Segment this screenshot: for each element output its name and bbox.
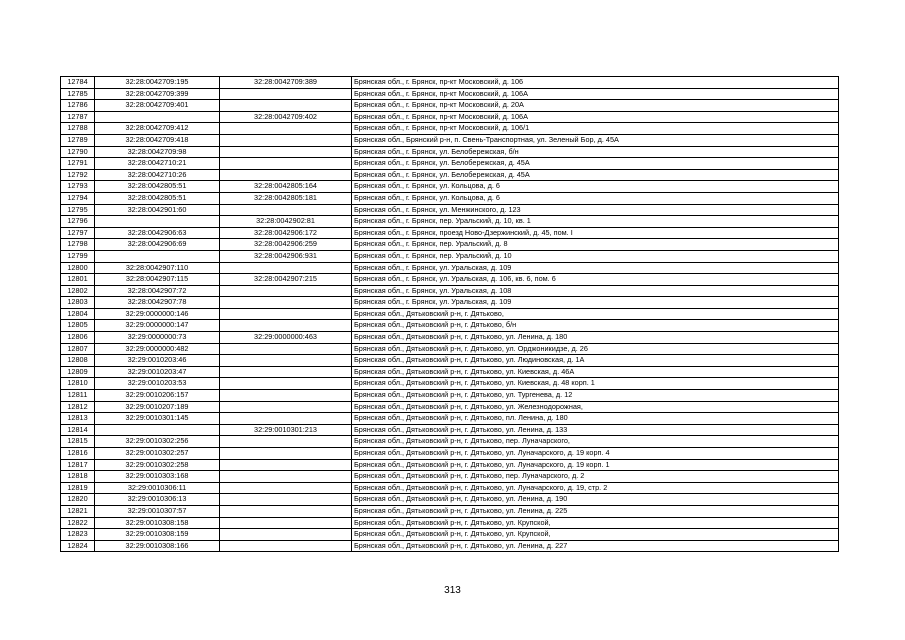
cadastral-number-cell: 32:29:0010203:46	[95, 355, 220, 367]
table-row	[61, 378, 839, 390]
related-cadastral-number-cell	[220, 100, 352, 112]
table-row	[61, 401, 839, 413]
related-cadastral-number-cell	[220, 343, 352, 355]
cadastral-number-cell: 32:28:0042805:51	[95, 181, 220, 193]
address-cell: Брянская обл., Дятьковский р-н, г. Дятьково, ул. Ленина, д. 180	[352, 332, 839, 344]
address-cell: Брянская обл., Дятьковский р-н, г. Дятьково, ул. Ленина, д. 133	[352, 424, 839, 436]
address-cell: Брянская обл., Дятьковский р-н, г. Дятьково, ул. Луначарского, д. 19 корп. 4	[352, 448, 839, 460]
related-cadastral-number-cell	[220, 88, 352, 100]
cadastral-number-cell: 32:28:0042709:418	[95, 134, 220, 146]
related-cadastral-number-cell: 32:28:0042709:402	[220, 111, 352, 123]
table-row	[61, 250, 839, 262]
row-number-cell: 12787	[61, 111, 95, 123]
address-cell: Брянская обл., Дятьковский р-н, г. Дятьково, ул. Ленина, д. 227	[352, 540, 839, 552]
address-cell: Брянская обл., г. Брянск, ул. Уральская, д. 108	[352, 285, 839, 297]
related-cadastral-number-cell	[220, 169, 352, 181]
page-number: 313	[444, 585, 461, 596]
cadastral-number-cell: 32:29:0010302:258	[95, 459, 220, 471]
row-number-cell: 12807	[61, 343, 95, 355]
address-cell: Брянская обл., Дятьковский р-н, г. Дятьково, ул. Крупской,	[352, 529, 839, 541]
row-number-cell: 12788	[61, 123, 95, 135]
table-row	[61, 123, 839, 135]
row-number-cell: 12802	[61, 285, 95, 297]
related-cadastral-number-cell	[220, 204, 352, 216]
cadastral-number-cell: 32:28:0042709:412	[95, 123, 220, 135]
table-row	[61, 448, 839, 460]
related-cadastral-number-cell: 32:28:0042902:81	[220, 216, 352, 228]
cadastral-number-cell: 32:29:0010306:13	[95, 494, 220, 506]
cadastral-number-cell	[95, 111, 220, 123]
related-cadastral-number-cell: 32:28:0042906:931	[220, 250, 352, 262]
property-registry-table	[60, 76, 839, 552]
row-number-cell: 12795	[61, 204, 95, 216]
table-row	[61, 274, 839, 286]
cadastral-number-cell: 32:28:0042906:63	[95, 227, 220, 239]
cadastral-number-cell: 32:28:0042709:399	[95, 88, 220, 100]
address-cell: Брянская обл., г. Брянск, пр-кт Московский, д. 106	[352, 77, 839, 89]
address-cell: Брянская обл., Дятьковский р-н, г. Дятьково, ул. Тургенева, д. 12	[352, 390, 839, 402]
cadastral-number-cell: 32:29:0000000:147	[95, 320, 220, 332]
table-row	[61, 192, 839, 204]
row-number-cell: 12791	[61, 158, 95, 170]
row-number-cell: 12789	[61, 134, 95, 146]
row-number-cell: 12811	[61, 390, 95, 402]
related-cadastral-number-cell: 32:28:0042805:164	[220, 181, 352, 193]
related-cadastral-number-cell	[220, 413, 352, 425]
address-cell: Брянская обл., г. Брянск, ул. Уральская, д. 109	[352, 297, 839, 309]
table-row	[61, 111, 839, 123]
table-row	[61, 424, 839, 436]
row-number-cell: 12804	[61, 308, 95, 320]
row-number-cell: 12816	[61, 448, 95, 460]
cadastral-number-cell: 32:28:0042906:69	[95, 239, 220, 251]
address-cell: Брянская обл., г. Брянск, ул. Кольцова, д. 6	[352, 192, 839, 204]
address-cell: Брянская обл., Дятьковский р-н, г. Дятьково, ул. Луначарского, д. 19, стр. 2	[352, 482, 839, 494]
row-number-cell: 12801	[61, 274, 95, 286]
cadastral-number-cell: 32:28:0042907:110	[95, 262, 220, 274]
cadastral-number-cell: 32:28:0042907:115	[95, 274, 220, 286]
related-cadastral-number-cell: 32:28:0042907:215	[220, 274, 352, 286]
address-cell: Брянская обл., г. Брянск, пер. Уральский, д. 10, кв. 1	[352, 216, 839, 228]
address-cell: Брянская обл., Дятьковский р-н, г. Дятьково,	[352, 308, 839, 320]
related-cadastral-number-cell	[220, 366, 352, 378]
address-cell: Брянская обл., Дятьковский р-н, г. Дятьково, пер. Луначарского, д. 2	[352, 471, 839, 483]
address-cell: Брянская обл., Дятьковский р-н, г. Дятьково, пл. Ленина, д. 180	[352, 413, 839, 425]
row-number-cell: 12822	[61, 517, 95, 529]
cadastral-number-cell: 32:28:0042709:195	[95, 77, 220, 89]
related-cadastral-number-cell: 32:29:0000000:463	[220, 332, 352, 344]
table-row	[61, 390, 839, 402]
related-cadastral-number-cell	[220, 308, 352, 320]
related-cadastral-number-cell	[220, 505, 352, 517]
address-cell: Брянская обл., г. Брянск, ул. Белобережская, б/н	[352, 146, 839, 158]
related-cadastral-number-cell	[220, 540, 352, 552]
table-row	[61, 459, 839, 471]
address-cell: Брянская обл., г. Брянск, ул. Уральская, д. 106, кв. 6, пом. 6	[352, 274, 839, 286]
table-row	[61, 158, 839, 170]
cadastral-number-cell	[95, 250, 220, 262]
address-cell: Брянская обл., Дятьковский р-н, г. Дятьково, б/н	[352, 320, 839, 332]
table-row	[61, 332, 839, 344]
address-cell: Брянская обл., Дятьковский р-н, г. Дятьково, ул. Киевская, д. 46А	[352, 366, 839, 378]
row-number-cell: 12798	[61, 239, 95, 251]
address-cell: Брянская обл., г. Брянск, ул. Менжинского, д. 123	[352, 204, 839, 216]
table-row	[61, 146, 839, 158]
table-row	[61, 366, 839, 378]
related-cadastral-number-cell	[220, 146, 352, 158]
table-row	[61, 482, 839, 494]
table-row	[61, 517, 839, 529]
address-cell: Брянская обл., г. Брянск, пр-кт Московский, д. 20А	[352, 100, 839, 112]
table-row	[61, 436, 839, 448]
cadastral-number-cell: 32:29:0010308:158	[95, 517, 220, 529]
address-cell: Брянская обл., г. Брянск, пер. Уральский, д. 10	[352, 250, 839, 262]
related-cadastral-number-cell	[220, 517, 352, 529]
address-cell: Брянская обл., г. Брянск, ул. Белобережская, д. 45А	[352, 158, 839, 170]
address-cell: Брянская обл., г. Брянск, ул. Белобережская, д. 45А	[352, 169, 839, 181]
cadastral-number-cell: 32:29:0010203:53	[95, 378, 220, 390]
related-cadastral-number-cell	[220, 262, 352, 274]
table-row	[61, 505, 839, 517]
row-number-cell: 12805	[61, 320, 95, 332]
table-row	[61, 471, 839, 483]
cadastral-number-cell: 32:28:0042907:72	[95, 285, 220, 297]
related-cadastral-number-cell: 32:28:0042906:259	[220, 239, 352, 251]
table-row	[61, 308, 839, 320]
related-cadastral-number-cell: 32:29:0010301:213	[220, 424, 352, 436]
row-number-cell: 12799	[61, 250, 95, 262]
address-cell: Брянская обл., Дятьковский р-н, г. Дятьково, ул. Киевская, д. 48 корп. 1	[352, 378, 839, 390]
address-cell: Брянская обл., Дятьковский р-н, г. Дятьково, ул. Луначарского, д. 19 корп. 1	[352, 459, 839, 471]
table-row	[61, 134, 839, 146]
related-cadastral-number-cell	[220, 459, 352, 471]
row-number-cell: 12815	[61, 436, 95, 448]
related-cadastral-number-cell	[220, 482, 352, 494]
row-number-cell: 12793	[61, 181, 95, 193]
table-row	[61, 540, 839, 552]
cadastral-number-cell: 32:29:0010207:189	[95, 401, 220, 413]
address-cell: Брянская обл., г. Брянск, пр-кт Московский, д. 106А	[352, 88, 839, 100]
table-row	[61, 216, 839, 228]
cadastral-number-cell	[95, 216, 220, 228]
table-row	[61, 355, 839, 367]
row-number-cell: 12784	[61, 77, 95, 89]
cadastral-number-cell: 32:28:0042805:51	[95, 192, 220, 204]
address-cell: Брянская обл., Дятьковский р-н, г. Дятьково, ул. Людиновская, д. 1А	[352, 355, 839, 367]
cadastral-number-cell: 32:29:0010308:166	[95, 540, 220, 552]
related-cadastral-number-cell	[220, 390, 352, 402]
table-row	[61, 285, 839, 297]
cadastral-number-cell	[95, 424, 220, 436]
cadastral-number-cell: 32:28:0042710:21	[95, 158, 220, 170]
row-number-cell: 12800	[61, 262, 95, 274]
row-number-cell: 12812	[61, 401, 95, 413]
table-row	[61, 239, 839, 251]
table-row	[61, 169, 839, 181]
address-cell: Брянская обл., г. Брянск, пр-кт Московский, д. 106А	[352, 111, 839, 123]
cadastral-number-cell: 32:28:0042710:26	[95, 169, 220, 181]
related-cadastral-number-cell: 32:28:0042709:389	[220, 77, 352, 89]
table-row	[61, 262, 839, 274]
address-cell: Брянская обл., Дятьковский р-н, г. Дятьково, ул. Ленина, д. 225	[352, 505, 839, 517]
row-number-cell: 12823	[61, 529, 95, 541]
row-number-cell: 12817	[61, 459, 95, 471]
related-cadastral-number-cell	[220, 355, 352, 367]
address-cell: Брянская обл., г. Брянск, ул. Кольцова, д. 6	[352, 181, 839, 193]
cadastral-number-cell: 32:29:0000000:146	[95, 308, 220, 320]
cadastral-number-cell: 32:29:0010302:257	[95, 448, 220, 460]
address-cell: Брянская обл., Дятьковский р-н, г. Дятьково, ул. Ленина, д. 190	[352, 494, 839, 506]
row-number-cell: 12806	[61, 332, 95, 344]
cadastral-number-cell: 32:29:0010302:256	[95, 436, 220, 448]
cadastral-number-cell: 32:29:0010303:168	[95, 471, 220, 483]
table-row	[61, 297, 839, 309]
row-number-cell: 12786	[61, 100, 95, 112]
address-cell: Брянская обл., Дятьковский р-н, г. Дятьково, пер. Луначарского,	[352, 436, 839, 448]
cadastral-number-cell: 32:29:0010206:157	[95, 390, 220, 402]
related-cadastral-number-cell	[220, 320, 352, 332]
row-number-cell: 12796	[61, 216, 95, 228]
address-cell: Брянская обл., г. Брянск, пр-кт Московский, д. 106/1	[352, 123, 839, 135]
address-cell: Брянская обл., Дятьковский р-н, г. Дятьково, ул. Орджоникидзе, д. 26	[352, 343, 839, 355]
related-cadastral-number-cell	[220, 529, 352, 541]
cadastral-number-cell: 32:29:0000000:482	[95, 343, 220, 355]
cadastral-number-cell: 32:29:0010307:57	[95, 505, 220, 517]
related-cadastral-number-cell	[220, 158, 352, 170]
row-number-cell: 12808	[61, 355, 95, 367]
address-cell: Брянская обл., Дятьковский р-н, г. Дятьково, ул. Железнодорожная,	[352, 401, 839, 413]
related-cadastral-number-cell	[220, 436, 352, 448]
related-cadastral-number-cell	[220, 401, 352, 413]
row-number-cell: 12785	[61, 88, 95, 100]
related-cadastral-number-cell	[220, 448, 352, 460]
address-cell: Брянская обл., Брянский р-н, п. Свень-Транспортная, ул. Зеленый Бор, д. 45А	[352, 134, 839, 146]
related-cadastral-number-cell	[220, 285, 352, 297]
row-number-cell: 12814	[61, 424, 95, 436]
related-cadastral-number-cell: 32:28:0042805:181	[220, 192, 352, 204]
row-number-cell: 12810	[61, 378, 95, 390]
related-cadastral-number-cell	[220, 297, 352, 309]
table-row	[61, 227, 839, 239]
table-row	[61, 100, 839, 112]
row-number-cell: 12792	[61, 169, 95, 181]
table-row	[61, 529, 839, 541]
address-cell: Брянская обл., Дятьковский р-н, г. Дятьково, ул. Крупской,	[352, 517, 839, 529]
table-row	[61, 204, 839, 216]
cadastral-number-cell: 32:28:0042709:401	[95, 100, 220, 112]
row-number-cell: 12809	[61, 366, 95, 378]
table-row	[61, 413, 839, 425]
row-number-cell: 12824	[61, 540, 95, 552]
table-row	[61, 88, 839, 100]
related-cadastral-number-cell	[220, 123, 352, 135]
related-cadastral-number-cell	[220, 494, 352, 506]
cadastral-number-cell: 32:29:0010308:159	[95, 529, 220, 541]
row-number-cell: 12797	[61, 227, 95, 239]
related-cadastral-number-cell	[220, 134, 352, 146]
related-cadastral-number-cell: 32:28:0042906:172	[220, 227, 352, 239]
table-row	[61, 181, 839, 193]
cadastral-number-cell: 32:28:0042907:78	[95, 297, 220, 309]
row-number-cell: 12794	[61, 192, 95, 204]
related-cadastral-number-cell	[220, 378, 352, 390]
address-cell: Брянская обл., г. Брянск, ул. Уральская, д. 109	[352, 262, 839, 274]
address-cell: Брянская обл., г. Брянск, пер. Уральский, д. 8	[352, 239, 839, 251]
cadastral-number-cell: 32:29:0010203:47	[95, 366, 220, 378]
table-row	[61, 494, 839, 506]
row-number-cell: 12819	[61, 482, 95, 494]
row-number-cell: 12790	[61, 146, 95, 158]
row-number-cell: 12821	[61, 505, 95, 517]
row-number-cell: 12818	[61, 471, 95, 483]
cadastral-number-cell: 32:28:0042709:98	[95, 146, 220, 158]
table-row	[61, 320, 839, 332]
table-row	[61, 77, 839, 89]
address-cell: Брянская обл., г. Брянск, проезд Ново-Дзержинский, д. 45, пом. I	[352, 227, 839, 239]
related-cadastral-number-cell	[220, 471, 352, 483]
registry-table-body	[61, 77, 839, 552]
cadastral-number-cell: 32:28:0042901:60	[95, 204, 220, 216]
row-number-cell: 12820	[61, 494, 95, 506]
cadastral-number-cell: 32:29:0010301:145	[95, 413, 220, 425]
cadastral-number-cell: 32:29:0010306:11	[95, 482, 220, 494]
row-number-cell: 12803	[61, 297, 95, 309]
cadastral-number-cell: 32:29:0000000:73	[95, 332, 220, 344]
table-row	[61, 343, 839, 355]
row-number-cell: 12813	[61, 413, 95, 425]
